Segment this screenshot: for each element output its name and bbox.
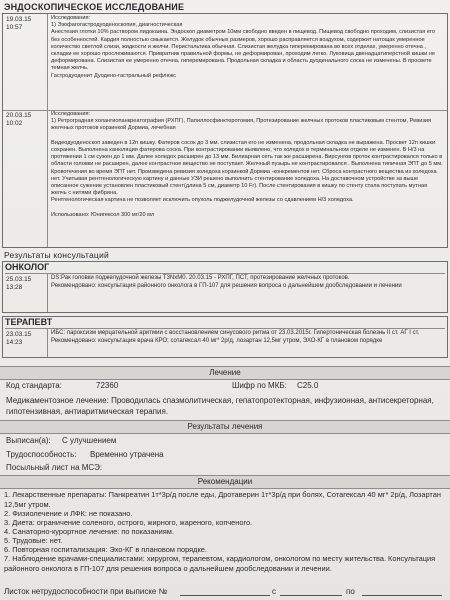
standard-code-value: 72360 — [96, 381, 119, 390]
sick-leave-number-line — [180, 595, 270, 596]
discharged-label: Выписан(а): — [6, 436, 51, 445]
consult-header: ТЕРАПЕВТ — [5, 317, 445, 329]
endoscopy-title: ЭНДОСКОПИЧЕСКОЕ ИССЛЕДОВАНИЕ — [4, 2, 185, 12]
consult-text: ИБС: пароксизм мерцательной аритмии с восстановлением синусового ритма от 23.03.2015г. Гипертоническая болезнь II ст. АГ I ст. Рекомендовано: консультация врача КРО; сотагексал 40 мг* 2р/д, лозартан 12,5мг утром, ЭХО-КГ в плановом порядке — [51, 330, 420, 344]
recommendation-item: 3. Диета: ограничение соленого, острого, жирного, жареного, копченого. — [4, 518, 253, 527]
consult-header: ОНКОЛОГ — [5, 262, 445, 274]
recommendation-item: 4. Санаторно-курортное лечение: по показаниям. — [4, 527, 174, 536]
icd-label: Шифр по МКБ: — [232, 381, 287, 390]
sick-leave-from-line — [280, 595, 342, 596]
recommendations-band: Рекомендации — [0, 475, 450, 489]
treatment-band: Лечение — [0, 366, 450, 380]
sick-leave-to-line — [362, 595, 442, 596]
consults-title: Результаты консультаций — [4, 250, 109, 260]
entry-date: 20.03.15 — [6, 112, 32, 119]
entry-time: 10:57 — [6, 24, 23, 31]
discharged-value: С улучшением — [62, 436, 117, 445]
sick-leave-from-label: с — [272, 587, 276, 596]
work-capacity-value: Временно утрачена — [90, 450, 164, 459]
endoscopy-entry — [3, 110, 447, 248]
drug-treatment — [6, 396, 444, 417]
entry-text: Исследования: 1) Ретроградная холангиопанкреатография (РХПГ), Папиллосфинктеротомия, Протезирование желчных протоков пластиковым стентом, Ревизия желчных протоков корзинкой Дормиа, лечебная Видеодуоденоскоп заведен в 12п кишку. Фатеров сосок до 3 мм. слизистая его не изменена, продольная складка не выражена. Просвет 12п кишки сохранен. Выполнена канюляция фатерова соска. При контрастировании выявлено, что холедох в терминальном отделе не изменен. В Н/3 на протяжении 1 см сужен до 1 мм. Далее холедох расширен до 13 мм. Билиарная сеть так же расширена. Вирсунгов проток контрастировался только в области головки не расширен, далее контрастное вещество не поступает. Желчный пузырь не контрастировался . Выполнена типичная ЭПТ до 5 мм. Кровотечения во время ЭПТ нет. Произведена ревизия холедоха корзинкой Дормиа -конкрементов нет. Сброса контрастного вещества из холедоха нет. Учитывая рентгенологическую картину и данные УЗИ решено выполнить стентирование холедоха. На доставочном устройстве за выше описанное сужение установлен пластиковый стент(длина 5 см, диаметр 10 Fr). После стентирования в кишку по стенту стала поступать мутная желчь с нитями фибрина. Рентгенологическая картина не позволяет исключить опухоль поджелудочной железы со сдавлением Н/3 холедоха. Использовано: Юнигексол 300 мг/20 мл — [51, 111, 443, 218]
standard-code-label: Код стандарта: — [6, 381, 62, 390]
mse-label: Посыльный лист на МСЭ: — [6, 463, 103, 472]
entry-time: 10:02 — [6, 120, 23, 127]
recommendation-item: 6. Повторная госпитализация: Эхо-КГ в плановом порядке. — [4, 545, 207, 554]
consult-date: 25.03.15 — [6, 276, 32, 283]
endoscopy-entry — [3, 14, 447, 111]
consult-oncologist — [2, 261, 448, 313]
consult-time: 14:23 — [6, 339, 23, 346]
recommendation-item: 5. Трудовые: нет. — [4, 536, 63, 545]
recommendation-item: 2. Физиолечение и ЛФК: не показано. — [4, 509, 133, 518]
recommendation-item: 1. Лекарственные препараты: Панкреатин 1т*3р/д после еды, Дротаверин 1т*3р/д при болях, Сотагексал 40 мг* 2р/д, Лозартан 12,5мг утром. — [4, 490, 441, 509]
drug-treatment-label: Медикаментозное лечение: — [6, 396, 109, 405]
drug-treatment-text: Проводилась спазмолитическая, гепатопротекторная, инфузионная, антисекреторная, гипотензивная, антиаритмическая терапия. — [6, 396, 434, 416]
sick-leave-to-label: по — [346, 587, 355, 596]
consult-text: DS:Рак головки поджелудочной железы T3NxM0. 20.03.15 - РХПГ, ПСТ, протезирование желчных протоков. Рекомендовано: консультация районного онколога в ГП-107 для решения вопроса о дальнейшем дообследовании и лечении — [51, 275, 402, 289]
sick-leave-label: Листок нетрудоспособности при выписке № — [4, 587, 168, 596]
results-band: Результаты лечения — [0, 420, 450, 434]
consult-therapist — [2, 316, 448, 358]
endoscopy-table — [2, 13, 448, 248]
consult-date: 23.03.15 — [6, 331, 32, 338]
work-capacity-label: Трудоспособность: — [6, 450, 77, 459]
entry-date: 19.03.15 — [6, 16, 32, 23]
recommendation-item: 7. Наблюдение врачами-специалистами: хирургом, терапевтом, кардиологом, онкологом по месту жительства. Консультация районного онколога в ГП-107 для решения вопроса о дальнейшем дообследовании и лечении. — [4, 554, 436, 573]
entry-text: Исследования: 1) Эзофагогастродуоденоскопия, диагностическая Анестезия глотки 10% раствором лидокаина. Эндоскоп диаметром 10мм свободно введен в пищевод. Пищевод свободно проходим, слизистая его без особенностей. Кардия полностью смыкается. Желудок обычных размеров, хорошо расправляется воздухом, содержит натощак умеренное количество светлой слизи, жидкости и желчи. Перистальтика обычная. Слизистая желудка гиперемирована во всех отделах, умеренно отечна , складки ее хорошо прослеживаются. Привратник правильной формы, не деформирован, проходим легко. Луковица двенадцатиперстной кишки не деформирована. Слизистая ее умеренно отечна, гиперемирована. Продольная складка и область дуоденального соска не изменены. В просвете темная желчь. Гастродуоденит Дуодено-гастральный рефлюкс — [51, 15, 435, 79]
consult-time: 13:28 — [6, 284, 23, 291]
icd-value: С25.0 — [297, 381, 319, 390]
